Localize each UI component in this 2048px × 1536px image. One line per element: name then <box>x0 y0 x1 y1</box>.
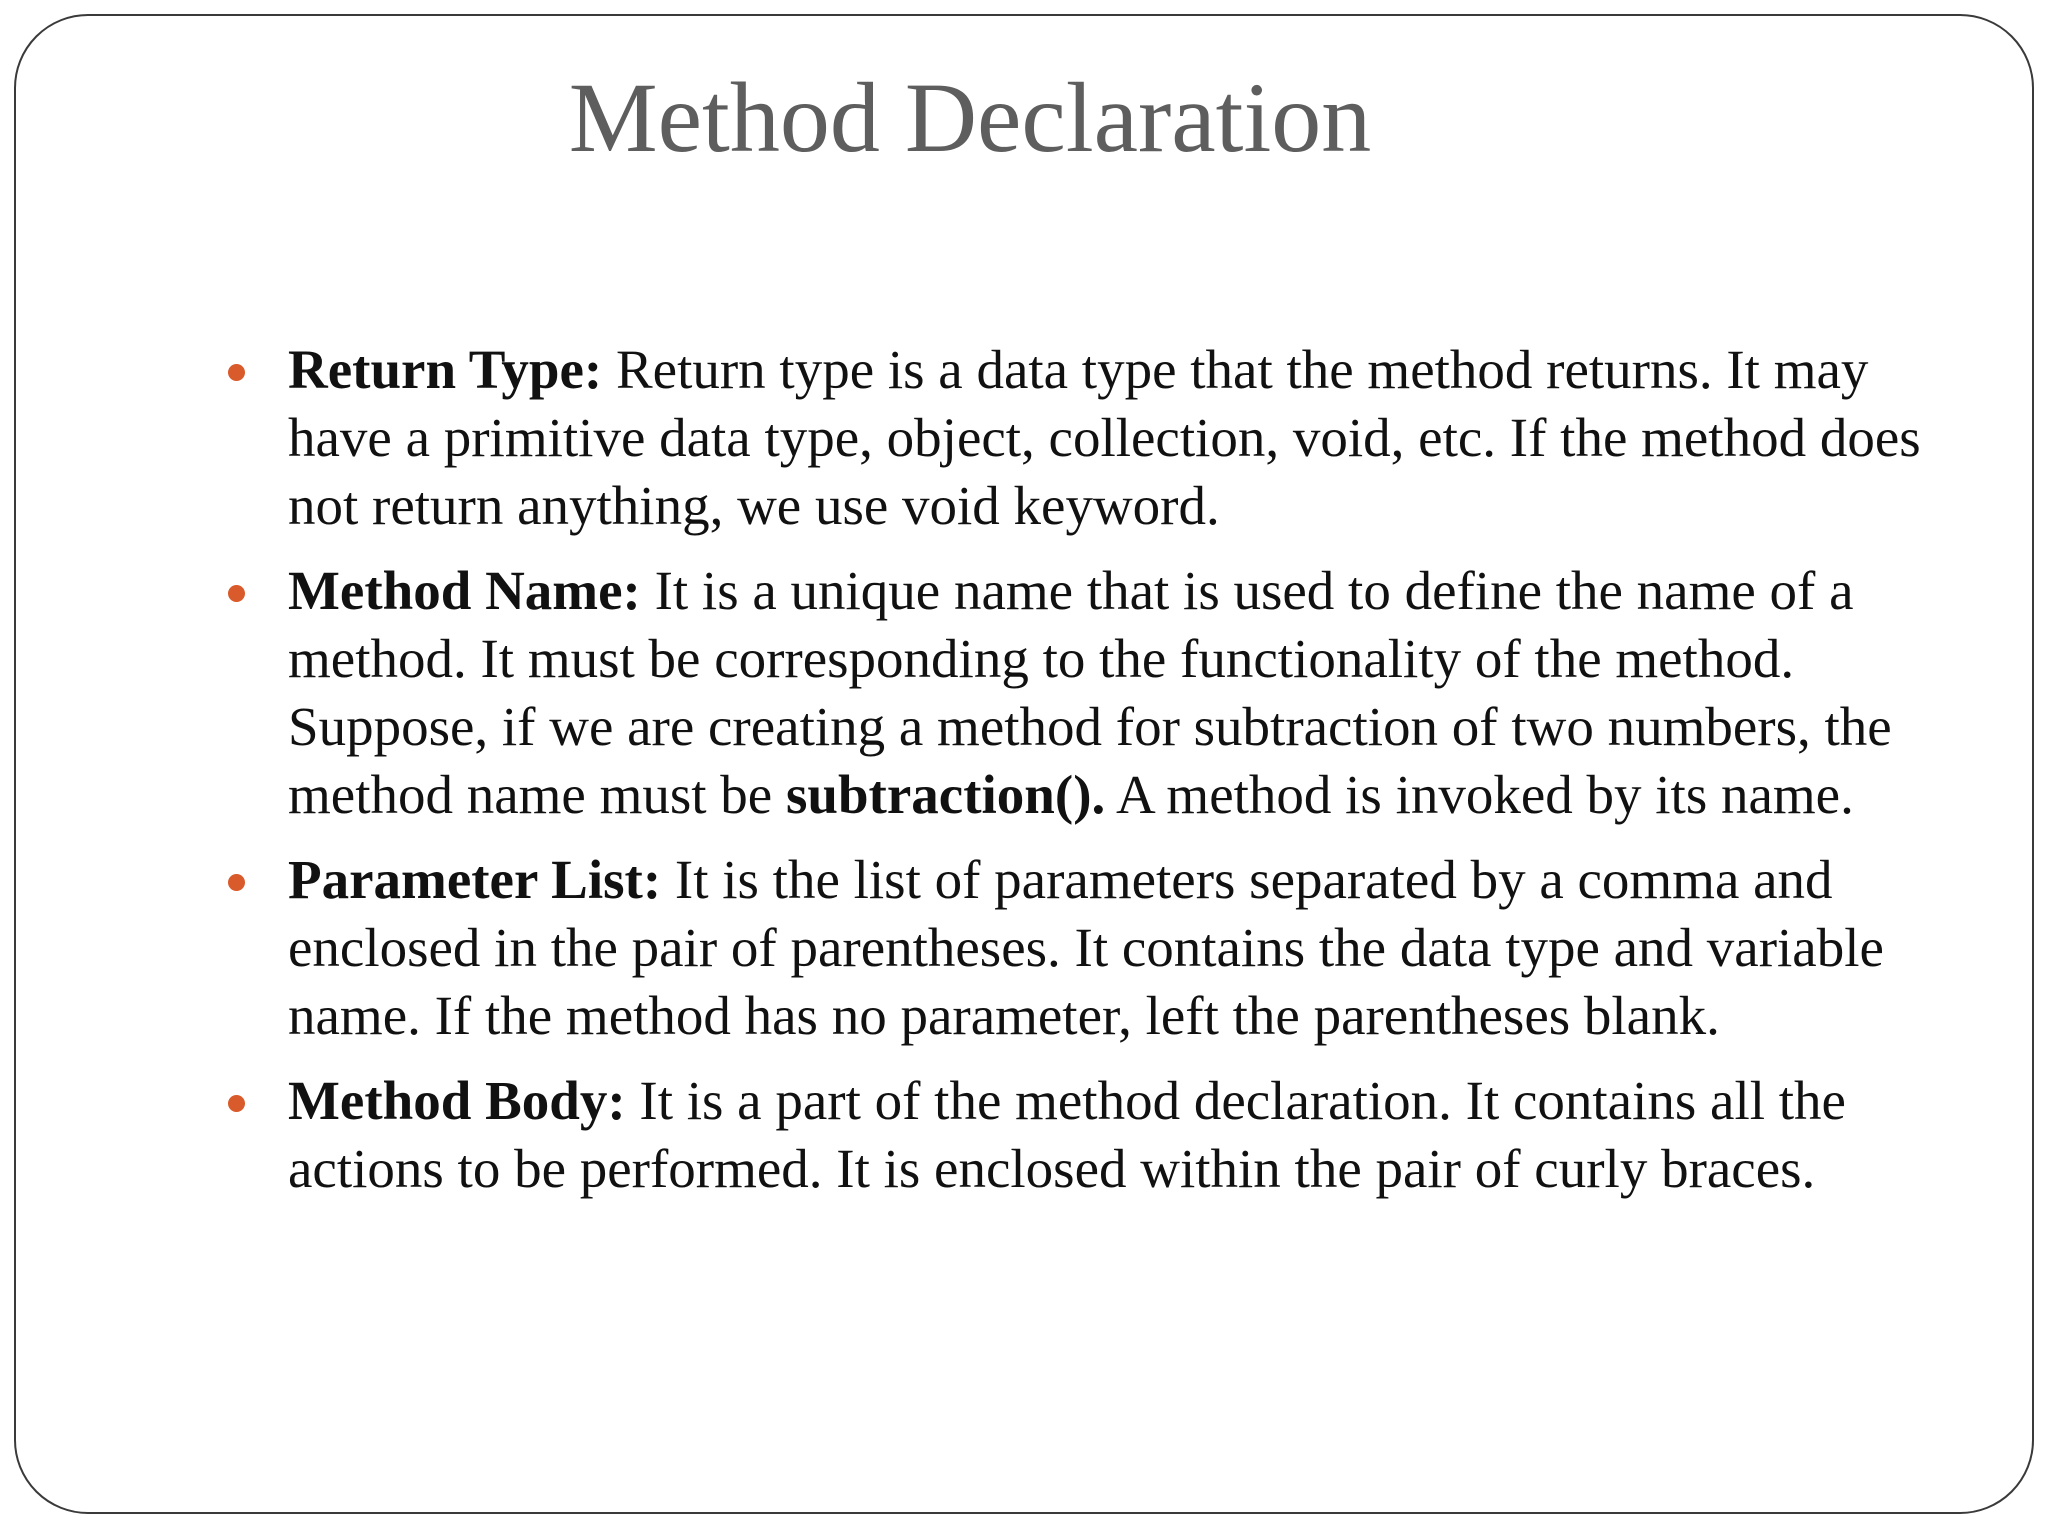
bullet-return-type <box>288 336 1948 540</box>
bullet-term: Method Name: <box>288 560 641 621</box>
bullet-method-name <box>288 557 1948 829</box>
bullet-term: Return Type: <box>288 339 603 400</box>
bullet-term: Parameter List: <box>288 849 662 910</box>
bullet-list <box>288 336 1948 1220</box>
bullet-text-after: A method is invoked by its name. <box>1105 764 1854 825</box>
bullet-dot-icon <box>228 585 245 602</box>
bullet-text: Return type is a data type that the method returns. It may have a primitive data type, object, collection, void, etc. If the method does not return anything, we use void keyword. <box>288 339 1921 536</box>
slide-title: Method Declaration <box>568 62 1372 173</box>
bullet-term: Method Body: <box>288 1070 626 1131</box>
bullet-parameter-list <box>288 846 1948 1050</box>
bullet-dot-icon <box>228 364 245 381</box>
bullet-method-body <box>288 1067 1948 1203</box>
bullet-dot-icon <box>228 1095 245 1112</box>
bullet-dot-icon <box>228 874 245 891</box>
bullet-text: It is a unique name that is used to define the name of a method. It must be corresponding to the functionality of the method. Suppose, if we are creating a method for subtraction of two numbers, the method name must be <box>288 560 1892 825</box>
bullet-text: It is the list of parameters separated by a comma and enclosed in the pair of parentheses. It contains the data type and variable name. If the method has no parameter, left the parentheses blank. <box>288 849 1884 1046</box>
bullet-inline-bold: subtraction(). <box>785 764 1106 825</box>
bullet-text: It is a part of the method declaration. It contains all the actions to be performed. It is enclosed within the pair of curly braces. <box>288 1070 1846 1199</box>
